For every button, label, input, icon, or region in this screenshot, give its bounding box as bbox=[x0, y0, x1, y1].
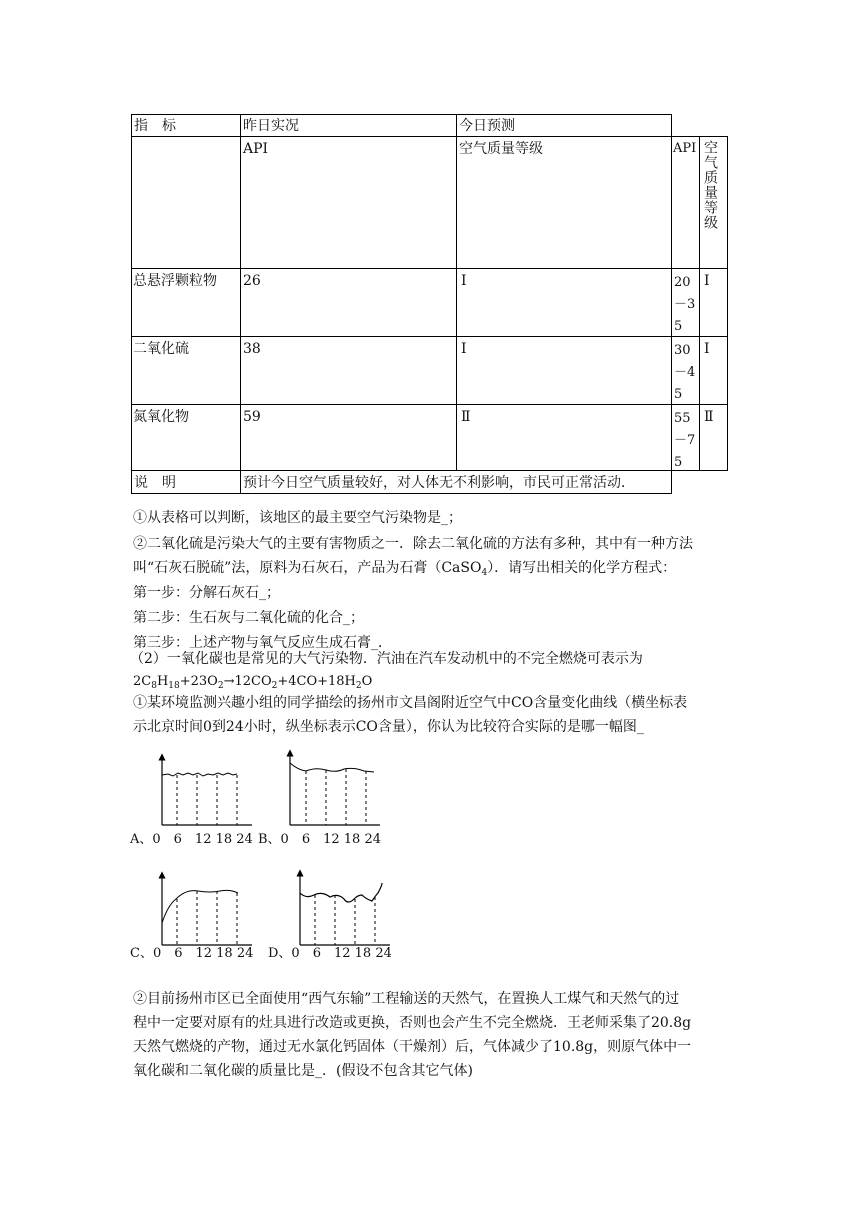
row-nox-api-forecast: 55－75 bbox=[674, 411, 696, 470]
graph-c bbox=[162, 875, 252, 945]
air-quality-table bbox=[0, 0, 860, 500]
question-3-line-1: ①某环境监测兴趣小组的同学描绘的扬州市文昌阁附近空气中CO含量变化曲线（横坐标表 bbox=[133, 695, 688, 711]
question-4-line-2: 程中一定要对原有的灶具进行改造或更换，否则也会产生不完全燃烧．王老师采集了20.8g bbox=[133, 1015, 692, 1031]
step-1: 第一步：分解石灰石_； bbox=[133, 585, 280, 601]
question-2-line-2: 叫“石灰石脱硫”法，原料为石灰石，产品为石膏（CaSO$_4$）．请写出相关的化学方程式： bbox=[133, 560, 677, 578]
row-so2-name: 二氧化硫 bbox=[133, 341, 189, 357]
question-1: ①从表格可以判断，该地区的最主要空气污染物是_； bbox=[133, 510, 462, 526]
graph-a-label: A、0 6 12 18 24 bbox=[130, 832, 253, 847]
row-so2-api: 38 bbox=[243, 341, 261, 357]
question-2-line-1: ②二氧化硫是污染大气的主要有害物质之一．除去二氧化硫的方法有多种，其中有一种方法 bbox=[133, 536, 693, 552]
graph-a bbox=[162, 757, 252, 825]
combustion-equation: $2C_8H_{18}+23O_2\to 12CO_2+4CO+18H_2O$ bbox=[133, 674, 373, 691]
graph-b bbox=[290, 753, 380, 825]
header-today: 今日预测 bbox=[459, 118, 515, 134]
note-label: 说 明 bbox=[134, 475, 176, 491]
graph-d-label: D、0 6 12 18 24 bbox=[268, 946, 392, 961]
row-so2-grade-forecast: Ⅰ bbox=[704, 341, 710, 357]
row-so2-grade: Ⅰ bbox=[461, 341, 467, 357]
row-tsp-name: 总悬浮颗粒物 bbox=[133, 273, 217, 289]
question-4-line-3: 天然气燃烧的产物，通过无水氯化钙固体（干燥剂）后，气体减少了10.8g，则原气体中一 bbox=[133, 1039, 692, 1055]
row-nox-grade: Ⅱ bbox=[461, 409, 471, 425]
header-grade: 空气质量等级 bbox=[459, 141, 543, 157]
header-grade-forecast: 空气质量等级 bbox=[702, 140, 718, 230]
header-api: API bbox=[243, 141, 269, 157]
header-yesterday: 昨日实况 bbox=[243, 118, 299, 134]
header-api-forecast: API bbox=[673, 141, 697, 156]
graph-d bbox=[300, 873, 390, 945]
question-3-line-2: 示北京时间0到24小时，纵坐标表示CO含量），你认为比较符合实际的是哪一幅图_ bbox=[133, 719, 644, 735]
part-2-intro: （2）一氧化碳也是常见的大气污染物．汽油在汽车发动机中的不完全燃烧可表示为 bbox=[130, 651, 643, 667]
row-tsp-api-forecast: 20－35 bbox=[674, 275, 696, 334]
question-4-line-1: ②目前扬州市区已全面使用“西气东输”工程输送的天然气，在置换人工煤气和天然气的过 bbox=[133, 991, 680, 1007]
header-indicator: 指 标 bbox=[134, 118, 176, 134]
graph-c-label: C、0 6 12 18 24 bbox=[130, 946, 254, 961]
step-3: 第三步：上述产物与氧气反应生成石膏_． bbox=[133, 635, 392, 651]
row-nox-name: 氮氧化物 bbox=[133, 409, 189, 425]
step-2: 第二步：生石灰与二氧化硫的化合_； bbox=[133, 610, 364, 626]
row-tsp-api: 26 bbox=[243, 273, 261, 289]
row-tsp-grade-forecast: Ⅰ bbox=[704, 273, 710, 289]
graph-b-label: B、0 6 12 18 24 bbox=[258, 832, 381, 847]
note-text: 预计今日空气质量较好，对人体无不利影响，市民可正常活动． bbox=[243, 475, 635, 491]
row-nox-grade-forecast: Ⅱ bbox=[704, 409, 714, 425]
row-tsp-grade: Ⅰ bbox=[461, 273, 467, 289]
question-4-line-4: 氧化碳和二氧化碳的质量比是_．(假设不包含其它气体) bbox=[133, 1063, 473, 1079]
row-so2-api-forecast: 30－45 bbox=[674, 343, 696, 402]
row-nox-api: 59 bbox=[243, 409, 261, 425]
